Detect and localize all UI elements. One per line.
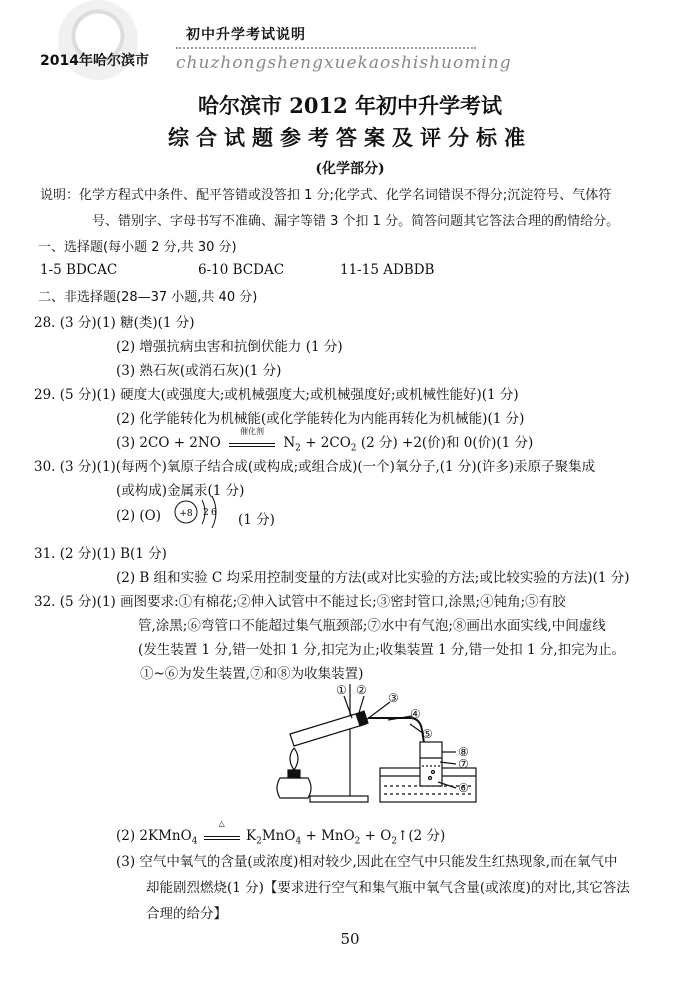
- note-line1: 说明：化学方程式中条件、配平答错或没答扣 1 分;化学式、化学名词错误不得分;沉淀符号、气体符: [40, 188, 612, 203]
- q32-line2: 管,涂黑;⑥弯管口不能超过集气瓶颈部;⑦水中有气泡;⑧画出水面实线,中间虚线: [138, 618, 606, 634]
- heat-condition: △: [218, 819, 225, 828]
- label-5: ⑤: [422, 727, 433, 741]
- catalyst-condition: 催化剂: [240, 427, 265, 436]
- label-6: ⑥: [458, 781, 469, 795]
- heat-arrow: [204, 819, 240, 840]
- part1-heading: 一、选择题(每小题 2 分,共 30 分): [38, 240, 237, 255]
- answers-6-10: 6-10 BCDAC: [198, 262, 285, 278]
- header-series-title: 初中升学考试说明: [186, 27, 306, 43]
- title-line2: 综合试题参考答案及评分标准: [168, 125, 532, 150]
- note-line2: 号、错别字、字母书写不准确、漏字等错 3 个扣 1 分。简答问题其它答法合理的酌情给分。: [92, 214, 620, 229]
- q32-part3-line2: 却能剧烈燃烧(1 分)【要求进行空气和集气瓶中氧气含量(或浓度)的对比,其它答法: [146, 880, 630, 896]
- reaction-arrow: [229, 427, 275, 447]
- q32-part3-line1: (3) 空气中氧气的含量(或浓度)相对较少,因此在空气中只能发生红热现象,而在氧气中: [116, 854, 618, 870]
- part2-heading: 二、非选择题(28—37 小题,共 40 分): [38, 290, 258, 305]
- oxygen-atom-diagram: [172, 490, 232, 534]
- q30-line1: 30. (3 分)(1)(每两个)氧原子结合成(或构成;或组合成)(一个)氧分子,(1 分)(许多)汞原子聚集成: [34, 459, 596, 475]
- title-line1: 哈尔滨市 2012 年初中升学考试: [197, 93, 503, 118]
- header-divider: [176, 47, 476, 49]
- q29-equation: (3) 2CO + 2NO 催化剂 $N_2 + 2CO_2$ (2 分) +2(价)和 0(价)(1 分): [116, 427, 534, 454]
- q30-line3-prefix: (2) (O): [116, 508, 162, 524]
- q29-line1: 29. (5 分)(1) 硬度大(或强度大;或机械强度大;或机械强度好;或机械性能好)(1 分): [34, 387, 519, 403]
- q32-line1: 32. (5 分)(1) 画图要求:①有棉花;②伸入试管中不能过长;③密封管口,涂黑;④钝角;⑤有胶: [34, 594, 566, 610]
- label-7: ⑦: [458, 757, 469, 771]
- label-4: ④: [410, 707, 421, 721]
- shell-2-electrons: 6: [211, 508, 217, 518]
- q32-equation: (2) 2KMnO$_4$ △ $K_2MnO_4 + MnO_2$ + $O_2↑(2$ 分): [116, 819, 446, 847]
- q32-part3-line3: 合理的给分】: [146, 906, 227, 922]
- oxygen-apparatus-diagram: [270, 678, 490, 814]
- q31-line1: 31. (2 分)(1) B(1 分): [34, 546, 167, 562]
- q31-line2: (2) B 组和实验 C 均采用控制变量的方法(或对比实验的方法;或比较实验的方法)(1 分): [116, 570, 630, 586]
- answers-11-15: 11-15 ADBDB: [340, 262, 435, 278]
- label-1: ①: [336, 683, 347, 697]
- q30-line2: (或构成)金属汞(1 分): [116, 483, 245, 499]
- shell-1-electrons: 2: [203, 508, 209, 518]
- q30-line3-score: (1 分): [238, 512, 275, 528]
- q32-line4: ①~⑥为发生装置,⑦和⑧为收集装置): [140, 666, 364, 682]
- section-title: (化学部分): [315, 161, 385, 177]
- answers-1-5: 1-5 BDCAC: [40, 262, 118, 278]
- q32-line3: (发生装置 1 分,错一处扣 1 分,扣完为止;收集装置 1 分,错一处扣 1 分,扣完为止。: [138, 642, 626, 658]
- page-number: 50: [340, 930, 360, 948]
- header-pinyin: chuzhongshengxuekaoshishuoming: [176, 53, 512, 73]
- q28-line2: (2) 增强抗病虫害和抗倒伏能力 (1 分): [116, 339, 343, 355]
- label-8: ⑧: [458, 745, 469, 759]
- header-year: 2014年哈尔滨市: [40, 53, 149, 69]
- q28-line3: (3) 熟石灰(或消石灰)(1 分): [116, 363, 282, 379]
- label-2: ②: [356, 683, 367, 697]
- q28-line1: 28. (3 分)(1) 糖(类)(1 分): [34, 315, 195, 331]
- label-3: ③: [388, 691, 399, 705]
- q29-line2: (2) 化学能转化为机械能(或化学能转化为内能再转化为机械能)(1 分): [116, 411, 525, 427]
- nucleus-charge: +8: [179, 509, 193, 519]
